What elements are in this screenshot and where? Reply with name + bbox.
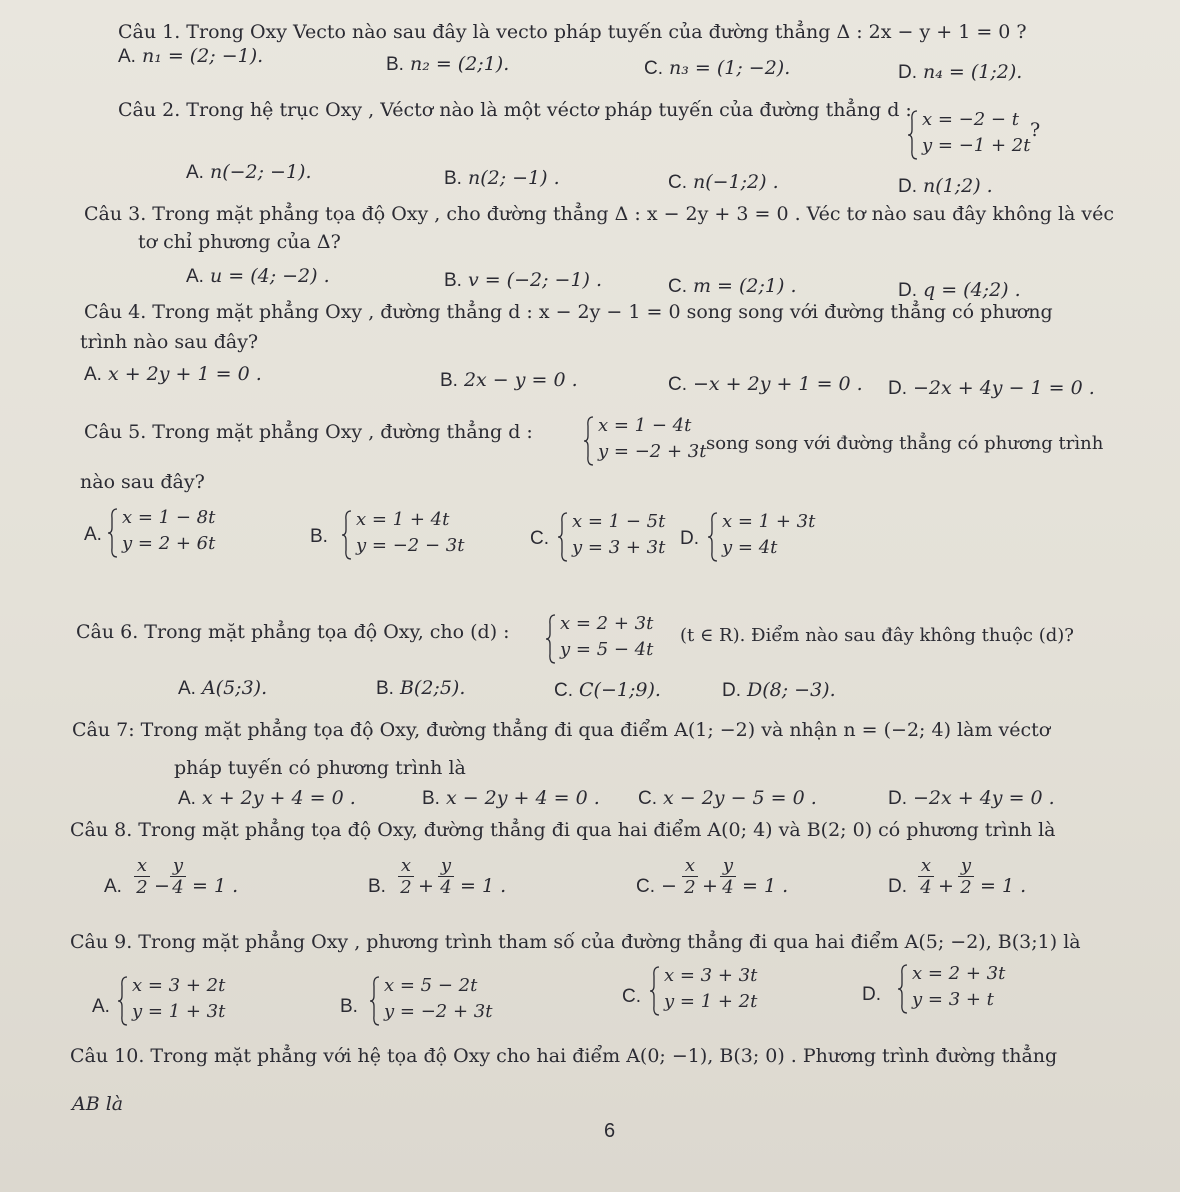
question-7-option-c[interactable]	[638, 786, 817, 811]
fraction-y-over-4: y 4	[170, 856, 186, 899]
system-row-1: x = 1 − 4t	[598, 415, 692, 436]
question-8-option-b[interactable]	[368, 874, 392, 899]
option-text: −x + 2y + 1 = 0 .	[693, 373, 863, 395]
option-label: C.	[636, 876, 655, 897]
question-7-stem-cont: pháp tuyến có phương trình là	[174, 757, 466, 779]
option-text: n₃ = (1; −2).	[669, 57, 791, 79]
system-row-1: x = −2 − t	[922, 109, 1019, 130]
question-5-option-a[interactable]	[84, 522, 108, 547]
option-label: A.	[118, 46, 136, 67]
option-text: x + 2y + 1 = 0 .	[107, 363, 262, 385]
option-text: q = (4;2) .	[923, 279, 1021, 301]
option-text: D(8; −3).	[747, 679, 836, 701]
option-text: n₁ = (2; −1).	[141, 45, 264, 67]
system-row-1: x = 2 + 3t	[912, 963, 1006, 984]
option-label: D.	[862, 984, 881, 1005]
question-7-option-a[interactable]	[178, 786, 356, 811]
system-row-2: y = −1 + 2t	[922, 135, 1031, 156]
option-label: B.	[444, 270, 462, 291]
option-label: A.	[178, 788, 196, 809]
option-text: B(2;5).	[399, 677, 466, 699]
option-label: D.	[888, 876, 907, 897]
question-1-option-a[interactable]	[118, 44, 263, 69]
operator: +	[418, 875, 434, 897]
question-6-option-b[interactable]	[376, 676, 465, 701]
option-label: D.	[898, 62, 917, 83]
option-label: D.	[888, 378, 907, 399]
question-7-option-b[interactable]	[422, 786, 600, 811]
question-5-stem-cont: nào sau đây?	[80, 471, 205, 493]
question-2-option-d[interactable]	[898, 174, 993, 199]
system-row-1: x = 1 + 4t	[356, 509, 450, 530]
question-4-stem: Câu 4. Trong mặt phẳng Oxy , đường thẳng d : x − 2y − 1 = 0 song song với đường thẳng có phương	[84, 301, 1053, 323]
system-row-1: x = 2 + 3t	[560, 613, 654, 634]
option-label: B.	[310, 526, 328, 547]
system-row-2: y = 3 + t	[912, 989, 994, 1010]
option-label: C.	[644, 58, 663, 79]
operator: +	[938, 875, 954, 897]
option-label: D.	[888, 788, 907, 809]
option-label: A.	[84, 524, 102, 545]
equation-rhs: = 1 .	[192, 875, 239, 897]
brace-icon	[584, 416, 594, 466]
question-4-option-a[interactable]	[84, 362, 262, 387]
option-text: n(2; −1) .	[467, 167, 560, 189]
option-text: x + 2y + 4 = 0 .	[201, 787, 356, 809]
operator: +	[702, 875, 718, 897]
question-6-stem: Câu 6. Trong mặt phẳng tọa độ Oxy, cho (d) :	[76, 621, 510, 643]
fraction-x-over-2: x 2	[398, 856, 414, 899]
option-label: B.	[440, 370, 458, 391]
option-label: D.	[898, 280, 917, 301]
question-10-stem: Câu 10. Trong mặt phẳng với hệ tọa độ Oxy cho hai điểm A(0; −1), B(3; 0) . Phương trình đường thẳng	[70, 1045, 1058, 1067]
option-label: C.	[668, 172, 687, 193]
option-label: B.	[340, 996, 358, 1017]
question-3-option-a[interactable]	[186, 264, 330, 289]
system-row-2: y = −2 − 3t	[356, 535, 465, 556]
option-label: B.	[444, 168, 462, 189]
option-label: A.	[186, 266, 204, 287]
question-5-option-b[interactable]	[310, 524, 334, 549]
fraction-y-over-4: y 4	[720, 856, 736, 899]
option-label: D.	[722, 680, 741, 701]
question-3-option-c[interactable]	[668, 274, 797, 299]
page-number: 6	[604, 1120, 616, 1142]
option-label: C.	[530, 528, 549, 549]
brace-icon	[370, 976, 380, 1026]
question-9-option-c[interactable]	[622, 984, 647, 1009]
system-row-2: y = 3 + 3t	[572, 537, 666, 558]
question-9-option-b[interactable]	[340, 994, 364, 1019]
question-5-stem: Câu 5. Trong mặt phẳng Oxy , đường thẳng d :	[84, 421, 533, 443]
question-4-option-c[interactable]	[668, 372, 863, 397]
option-label: D.	[680, 528, 699, 549]
question-5-option-d[interactable]	[680, 526, 705, 551]
question-1-option-c[interactable]	[644, 56, 790, 81]
fraction-y-over-4: y 4	[438, 856, 454, 899]
system-row-2: y = 1 + 3t	[132, 1001, 226, 1022]
system-row-1: x = 1 − 5t	[572, 511, 666, 532]
question-7-option-d[interactable]	[888, 786, 1055, 811]
system-row-2: y = 1 + 2t	[664, 991, 758, 1012]
question-9-stem: Câu 9. Trong mặt phẳng Oxy , phương trình tham số của đường thẳng đi qua hai điểm A(5; −2), B(3;1) là	[70, 931, 1081, 953]
option-text: n(−2; −1).	[209, 161, 312, 183]
option-text: −2x + 4y = 0 .	[913, 787, 1055, 809]
brace-icon	[546, 614, 556, 664]
option-label: C.	[622, 986, 641, 1007]
option-text: n₄ = (1;2).	[923, 61, 1023, 83]
question-10-stem-cont: AB là	[72, 1093, 124, 1115]
option-label: C.	[668, 374, 687, 395]
option-text: v = (−2; −1) .	[467, 269, 603, 291]
option-label: B.	[368, 876, 386, 897]
option-text: u = (4; −2) .	[209, 265, 330, 287]
negative-sign: −	[661, 875, 677, 897]
option-label: A.	[92, 996, 110, 1017]
option-text: 2x − y = 0 .	[463, 369, 578, 391]
question-7-stem: Câu 7: Trong mặt phẳng tọa độ Oxy, đường thẳng đi qua điểm A(1; −2) và nhận n = (−2; 4) làm véctơ	[72, 719, 1051, 741]
option-label: D.	[898, 176, 917, 197]
question-1-option-d[interactable]	[898, 60, 1022, 85]
system-row-1: x = 1 − 8t	[122, 507, 216, 528]
brace-icon	[108, 508, 118, 558]
option-text: n₂ = (2;1).	[409, 53, 510, 75]
question-8-option-c[interactable]	[636, 874, 677, 899]
question-1-option-b[interactable]	[386, 52, 509, 77]
brace-icon	[650, 966, 660, 1016]
option-label: A.	[84, 364, 102, 385]
brace-icon	[342, 510, 352, 560]
option-label: C.	[554, 680, 573, 701]
question-6-end: (t ∈ R). Điểm nào sau đây không thuộc (d)?	[680, 625, 1074, 646]
option-text: A(5;3).	[201, 677, 268, 699]
fraction-x-over-4: x 4	[918, 856, 934, 899]
question-4-option-d[interactable]	[888, 376, 1095, 401]
option-label: B.	[376, 678, 394, 699]
system-row-1: x = 5 − 2t	[384, 975, 478, 996]
question-6-option-a[interactable]	[178, 676, 267, 701]
operator: −	[154, 875, 170, 897]
equation-rhs: = 1 .	[460, 875, 507, 897]
question-8-option-d[interactable]	[888, 874, 913, 899]
option-text: x − 2y − 5 = 0 .	[663, 787, 817, 809]
fraction-x-over-2: x 2	[682, 856, 698, 899]
equation-rhs: = 1 .	[980, 875, 1027, 897]
option-label: A.	[104, 876, 122, 897]
system-row-2: y = 2 + 6t	[122, 533, 216, 554]
question-1-stem: Câu 1. Trong Oxy Vecto nào sau đây là vecto pháp tuyến của đường thẳng Δ : 2x − y + 1 = 0 ?	[118, 21, 1027, 43]
question-4-option-b[interactable]	[440, 368, 578, 393]
option-text: m = (2;1) .	[693, 275, 797, 297]
option-label: B.	[422, 788, 440, 809]
option-label: B.	[386, 54, 404, 75]
option-label: A.	[186, 162, 204, 183]
option-text: −2x + 4y − 1 = 0 .	[913, 377, 1095, 399]
question-3-option-b[interactable]	[444, 268, 602, 293]
fraction-y-over-2: y 2	[958, 856, 974, 899]
question-8-option-a[interactable]	[104, 874, 128, 899]
system-row-2: y = 5 − 4t	[560, 639, 654, 660]
question-4-stem-cont: trình nào sau đây?	[80, 331, 259, 353]
fraction-x-over-2: x 2	[134, 856, 150, 899]
system-row-2: y = 4t	[722, 537, 778, 558]
brace-icon	[558, 512, 568, 562]
system-row-1: x = 3 + 3t	[664, 965, 758, 986]
system-row-2: y = −2 + 3t	[598, 441, 707, 462]
system-row-1: x = 3 + 2t	[132, 975, 226, 996]
brace-icon	[908, 110, 918, 160]
system-row-2: y = −2 + 3t	[384, 1001, 493, 1022]
option-label: C.	[638, 788, 657, 809]
question-2-option-a[interactable]	[186, 160, 312, 185]
brace-icon	[708, 512, 718, 562]
question-9-option-d[interactable]	[862, 982, 887, 1007]
question-5-end: song song với đường thẳng có phương trình	[706, 433, 1104, 454]
brace-icon	[118, 976, 128, 1026]
option-text: n(1;2) .	[923, 175, 993, 197]
question-2-stem: Câu 2. Trong hệ trục Oxy , Véctơ nào là một véctơ pháp tuyến của đường thẳng d :	[118, 99, 912, 121]
question-3-stem: Câu 3. Trong mặt phẳng tọa độ Oxy , cho đường thẳng Δ : x − 2y + 3 = 0 . Véc tơ nào sau đây không là véc	[84, 203, 1115, 225]
equation-rhs: = 1 .	[742, 875, 789, 897]
option-text: n(−1;2) .	[693, 171, 779, 193]
option-text: x − 2y + 4 = 0 .	[445, 787, 600, 809]
question-2-option-c[interactable]	[668, 170, 779, 195]
question-6-option-d[interactable]	[722, 678, 836, 703]
question-2-end: ?	[1030, 119, 1041, 141]
question-2-option-b[interactable]	[444, 166, 560, 191]
option-text: C(−1;9).	[579, 679, 661, 701]
question-5-option-c[interactable]	[530, 526, 555, 551]
question-6-option-c[interactable]	[554, 678, 661, 703]
option-label: A.	[178, 678, 196, 699]
system-row-1: x = 1 + 3t	[722, 511, 816, 532]
question-9-option-a[interactable]	[92, 994, 116, 1019]
question-3-stem-cont: tơ chỉ phương của Δ?	[138, 231, 341, 253]
option-label: C.	[668, 276, 687, 297]
question-8-stem: Câu 8. Trong mặt phẳng tọa độ Oxy, đường thẳng đi qua hai điểm A(0; 4) và B(2; 0) có phương trình là	[70, 819, 1056, 841]
brace-icon	[898, 964, 908, 1014]
